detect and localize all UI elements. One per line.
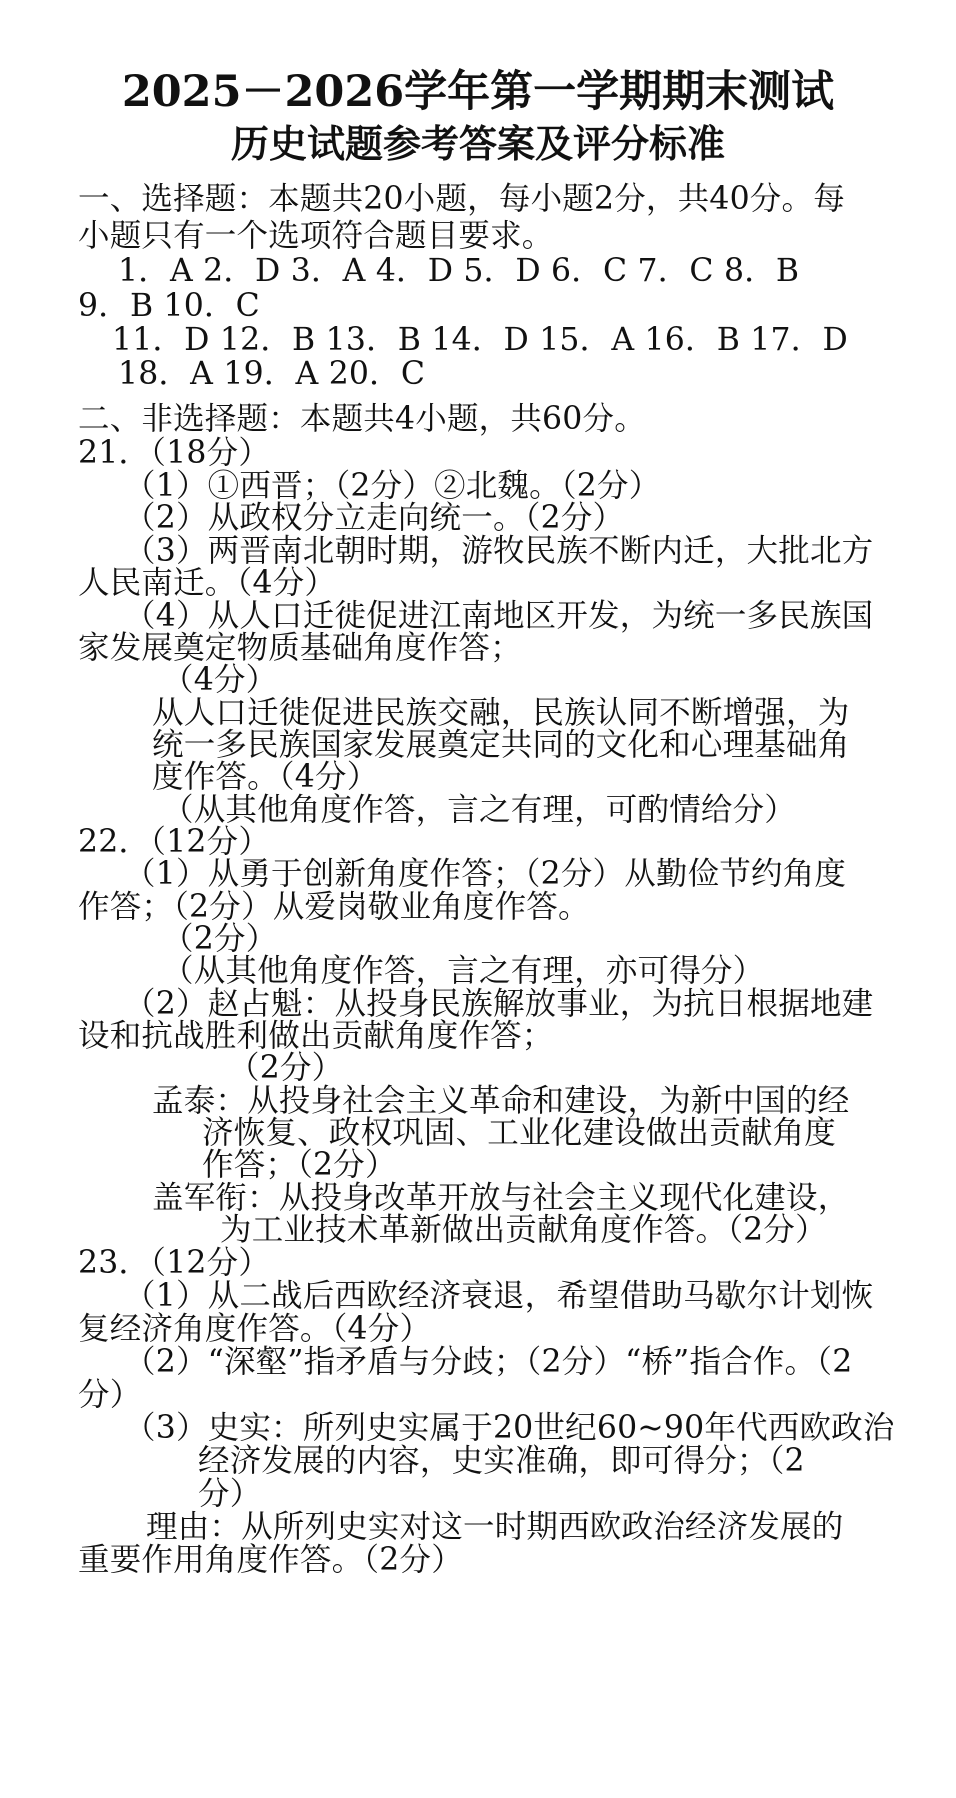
question-21-heading: 21．（18分） bbox=[78, 435, 271, 471]
question-22-heading: 22．（12分） bbox=[78, 824, 271, 860]
choice-answers-row: 18．A 19．A 20．C bbox=[118, 356, 426, 392]
answer-line: 盖军衔：从投身改革开放与社会主义现代化建设， bbox=[152, 1180, 850, 1216]
answer-line: （3）两晋南北朝时期，游牧民族不断内迁，大批北方 bbox=[124, 533, 874, 569]
answer-line: 孟泰：从投身社会主义革命和建设，为新中国的经 bbox=[152, 1083, 850, 1119]
answer-line: 设和抗战胜利做出贡献角度作答； bbox=[78, 1018, 554, 1054]
answer-line: 作答；（2分）从爱岗敬业角度作答。 bbox=[78, 889, 590, 925]
answer-line: （2）“深壑”指矛盾与分歧；（2分）“桥”指合作。（2 bbox=[124, 1344, 853, 1380]
page-title: 2025－2026学年第一学期期末测试 bbox=[121, 67, 835, 117]
answer-line: （2）赵占魁：从投身民族解放事业，为抗日根据地建 bbox=[124, 986, 874, 1022]
answer-line: 家发展奠定物质基础角度作答； bbox=[78, 630, 522, 666]
answer-line: 度作答。（4分） bbox=[152, 759, 379, 795]
answer-line: （1）从二战后西欧经济衰退，希望借助马歇尔计划恢 bbox=[124, 1278, 874, 1314]
answer-line: 分） bbox=[78, 1377, 142, 1413]
answer-line: 统一多民族国家发展奠定共同的文化和心理基础角 bbox=[152, 727, 850, 763]
answer-line: 分） bbox=[198, 1476, 262, 1512]
score-note: （2分） bbox=[162, 921, 278, 957]
answer-line: （1）从勇于创新角度作答；（2分）从勤俭节约角度 bbox=[124, 856, 847, 892]
answer-line: 从人口迁徙促进民族交融，民族认同不断增强，为 bbox=[152, 695, 850, 731]
answer-line: 理由：从所列史实对这一时期西欧政治经济发展的 bbox=[146, 1509, 844, 1545]
answer-line: 济恢复、政权巩固、工业化建设做出贡献角度 bbox=[202, 1115, 837, 1151]
answer-line: 为工业技术革新做出贡献角度作答。（2分） bbox=[220, 1212, 827, 1248]
grading-note: （从其他角度作答，言之有理，亦可得分） bbox=[162, 953, 765, 989]
score-note: （2分） bbox=[228, 1050, 344, 1086]
answer-line: （3）史实：所列史实属于20世纪60~90年代西欧政治 bbox=[124, 1410, 895, 1446]
score-note: （4分） bbox=[162, 662, 278, 698]
section-1-heading: 一、选择题：本题共20小题，每小题2分，共40分。每 bbox=[78, 181, 845, 217]
section-1-heading-cont: 小题只有一个选项符合题目要求。 bbox=[78, 218, 554, 254]
answer-line: 作答；（2分） bbox=[202, 1147, 397, 1183]
answer-line: （1）①西晋；（2分）②北魏。（2分） bbox=[124, 468, 661, 504]
choice-answers-row: 9．B 10．C bbox=[78, 288, 260, 324]
grading-note: （从其他角度作答，言之有理，可酌情给分） bbox=[162, 792, 797, 828]
question-23-heading: 23．（12分） bbox=[78, 1245, 271, 1281]
choice-answers-row: 11．D 12．B 13．B 14．D 15．A 16．B 17．D bbox=[112, 322, 848, 358]
answer-line: 复经济角度作答。（4分） bbox=[78, 1311, 432, 1347]
choice-answers-row: 1．A 2．D 3．A 4．D 5．D 6．C 7．C 8．B bbox=[118, 253, 800, 289]
answer-line: 经济发展的内容，史实准确，即可得分；（2 bbox=[198, 1443, 805, 1479]
answer-line: 人民南迁。（4分） bbox=[78, 565, 337, 601]
answer-line: （2）从政权分立走向统一。（2分） bbox=[124, 500, 625, 536]
page-subtitle: 历史试题参考答案及评分标准 bbox=[230, 121, 725, 166]
answer-line: （4）从人口迁徙促进江南地区开发，为统一多民族国 bbox=[124, 598, 874, 634]
section-2-heading: 二、非选择题：本题共4小题，共60分。 bbox=[78, 401, 646, 437]
answer-line: 重要作用角度作答。（2分） bbox=[78, 1542, 463, 1578]
